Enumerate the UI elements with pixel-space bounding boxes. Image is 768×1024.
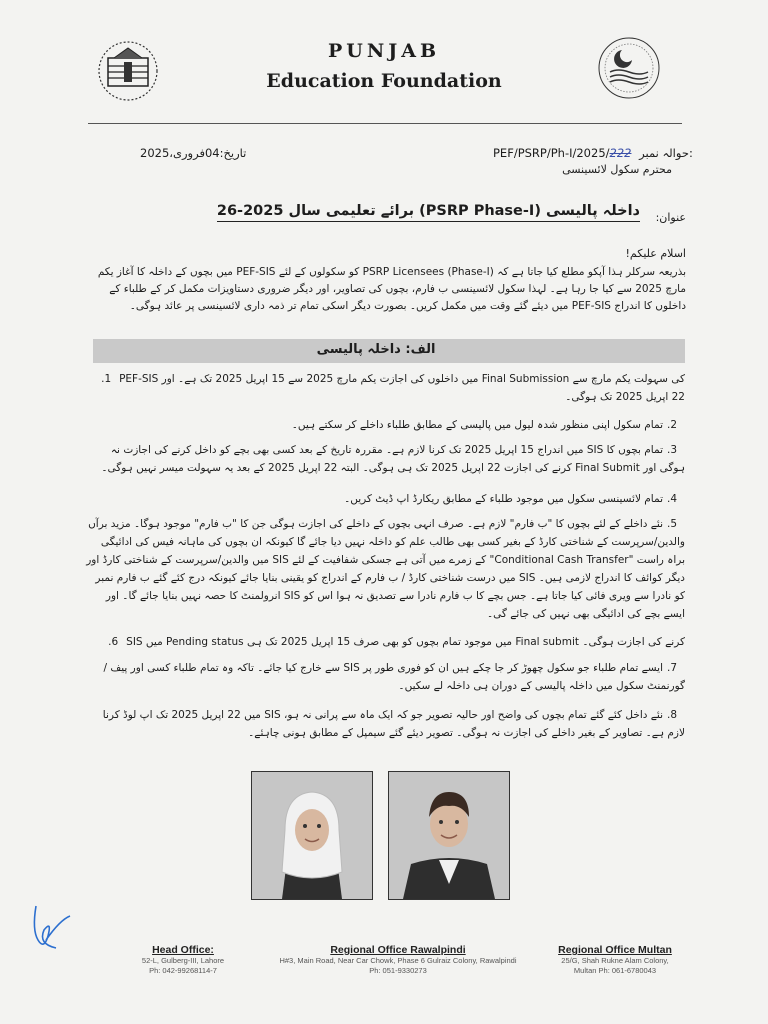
org-name-line2: Education Foundation xyxy=(266,70,502,92)
date-label: تاریخ: xyxy=(219,146,247,160)
item-text: تمام سکول اپنی منظور شدہ لیول میں پالیسی کے مطابق طلباء داخلے کر سکتے ہیں۔ xyxy=(291,419,663,431)
policy-item xyxy=(85,633,685,651)
subject-line: داخلہ پالیسی (PSRP Phase-I) برائے تعلیمی سال 2025-26 xyxy=(217,203,640,222)
item-text: تمام لائسینسی سکول میں موجود طلباء کے مطابق ریکارڈ اپ ڈیٹ کریں۔ xyxy=(344,493,663,505)
addressee-line: محترم سکول لائسینسی xyxy=(562,163,672,176)
item-number: 7. xyxy=(667,662,678,674)
item-number: 5. xyxy=(667,518,678,530)
footer-phone: Multan Ph: 061-6780043 xyxy=(573,965,657,975)
policy-item xyxy=(85,370,685,406)
footer-phone: Ph: 051-9330273 xyxy=(369,965,427,975)
policy-item xyxy=(85,706,685,742)
ref-label: حوالہ نمبر: xyxy=(639,146,693,160)
footer-title: Regional Office Multan xyxy=(558,944,672,956)
policy-item xyxy=(85,490,685,508)
item-text: SIS میں Pending status میں موجود تمام بچوں کو بھی صرف 15 اپریل 2025 تک ہی Final submit کرنے کی اجازت ہوگی۔ xyxy=(126,636,685,648)
greeting: اسلام علیکم! xyxy=(625,247,686,260)
date-value: 04فروری،2025 xyxy=(140,146,220,160)
footer-address: 25/G, Shah Rukne Alam Colony, xyxy=(561,956,669,965)
footer-rawalpindi-office xyxy=(268,944,528,975)
org-name-line1: PUNJAB xyxy=(327,40,440,62)
sample-student-boy-photo-icon xyxy=(389,772,509,899)
footer-title: Regional Office Rawalpindi xyxy=(330,944,466,956)
item-text: ایسے تمام طلباء جو سکول چھوڑ کر جا چکے ہیں ان کو فوری طور پر SIS سے خارج کیا جائے۔ تاکہ وہ تمام طلباء کسی اور پیف / گورنمنٹ سکول میں داخلہ پالیسی کے دوران ہی داخلہ لے سکیں۔ xyxy=(103,662,685,692)
ref-prefix: PEF/PSRP/Ph-I/2025/ xyxy=(493,146,610,160)
sample-photo-girl xyxy=(251,771,373,900)
item-number: 6. xyxy=(108,636,119,648)
header-divider xyxy=(88,123,682,124)
policy-item xyxy=(85,515,685,623)
item-text: نئے داخلے کے لئے بچوں کا "ب فارم" لازم ہے۔ صرف انہی بچوں کے داخلے کی اجازت ہوگی جن کا "ب فارم" موجود ہوگا۔ مزید برآں والدین/سرپرست کے شناختی کارڈ کے بغیر کسی بھی طالب علم کو داخلہ نہیں دیا جائے گا کیونکہ ان بچوں کی ماہانہ فیس کی ادائیگی براہ راست "Conditional Cash Transfer" کے زمرے میں آتی ہے جسکی شفافیت کے لئے SIS میں والدین/سرپرست کے شناختی کارڈ اور دیگر کوائف کا اندراج لازمی ہیں۔ SIS میں درست شناختی کارڈ / ب فارم کے اندراج کو یقینی بنایا جائے کیونکہ درج کئے گئے ب فارم نمبر کو نادرا سے ویری فائی کیا جاتا ہے۔ جس بچے کا ب فارم نادرا سے تصدیق نہ ہوا اس کو SIS انرولمنٹ کا حصہ نہیں بنایا جائے گا۔ اور ایسے بچے کی ادائیگی بھی نہیں کی جائے گی۔ xyxy=(86,518,685,620)
footer-title: Head Office: xyxy=(152,944,214,956)
item-text: PEF-SIS میں داخلوں کی اجازت یکم مارچ 2025 سے 15 اپریل 2025 تک ہے۔ اور Final Submission کی سہولت یکم مارچ سے 22 اپریل 2025 تک ہوگی۔ xyxy=(119,373,685,403)
item-text: تمام بچوں کا SIS میں اندراج 15 اپریل 2025 تک کرنا لازم ہے۔ مقررہ تاریخ کے بعد کسی بھی بچے کو داخل کرنے کی اجازت نہ ہوگی اور Final Submit کرنے کی اجازت 22 اپریل 2025 تک ہی ہوگی۔ البتہ 22 اپریل 2025 کے بعد یہ سہولت میسر نہیں ہوگی۔ xyxy=(101,444,685,474)
item-number: 3. xyxy=(667,444,678,456)
footer-head-office xyxy=(118,944,248,975)
intro-paragraph: بذریعہ سرکلر ہذا آپکو مطلع کیا جاتا ہے کہ PSRP Licensees (Phase-I) کو سکولوں کے لئے PEF-SIS میں بچوں کے داخلہ کا آغاز یکم مارچ 2025 سے کیا جا رہا ہے۔ لہذا سکول لائسینسی ب فارم، بچوں کی تصاویر، اور دیگر ضروری دستاویزات مکمل کر کے طلباء کے داخلوں کا اندراج PEF-SIS میں دیئے گئے وقت میں مکمل کریں۔ بصورت دیگر اسکی تمام تر ذمہ داری لائسینسی پر عائد ہوگی۔ xyxy=(97,266,686,312)
sample-student-girl-photo-icon xyxy=(252,772,372,899)
reference-number xyxy=(493,146,693,160)
section-title: الف: داخلہ پالیسی xyxy=(316,342,436,357)
sample-photo-boy xyxy=(388,771,510,900)
policy-item xyxy=(85,441,685,477)
signature-icon xyxy=(26,900,76,956)
policy-item xyxy=(85,659,685,695)
item-number: 8. xyxy=(667,709,678,721)
item-text: نئے داخل کئے گئے تمام بچوں کی واضح اور حالیہ تصویر جو کہ ایک ماہ سے پرانی نہ ہو، SIS میں 22 اپریل 2025 تک اپ لوڈ کرنا لازم ہے۔ تصاویر کے بغیر داخلے کی اجازت نہ ہوگی۔ تصویر دیئے گئے سیمپل کے مطابق ہونی چاہئے۔ xyxy=(102,709,685,739)
policy-item xyxy=(85,416,685,434)
footer-address: 52-L, Gulberg-III, Lahore xyxy=(141,956,225,965)
ref-number: 222 xyxy=(609,146,632,160)
letter-date xyxy=(140,146,246,160)
item-number: 1. xyxy=(101,373,112,385)
footer-multan-office xyxy=(540,944,690,975)
footer-address: H#3, Main Road, Near Car Chowk, Phase 6 Gulraiz Colony, Rawalpindi xyxy=(279,956,517,965)
item-number: 4. xyxy=(667,493,678,505)
item-number: 2. xyxy=(667,419,678,431)
subject-label: عنوان: xyxy=(655,211,686,224)
footer-phone: Ph: 042-99268114-7 xyxy=(149,965,217,975)
